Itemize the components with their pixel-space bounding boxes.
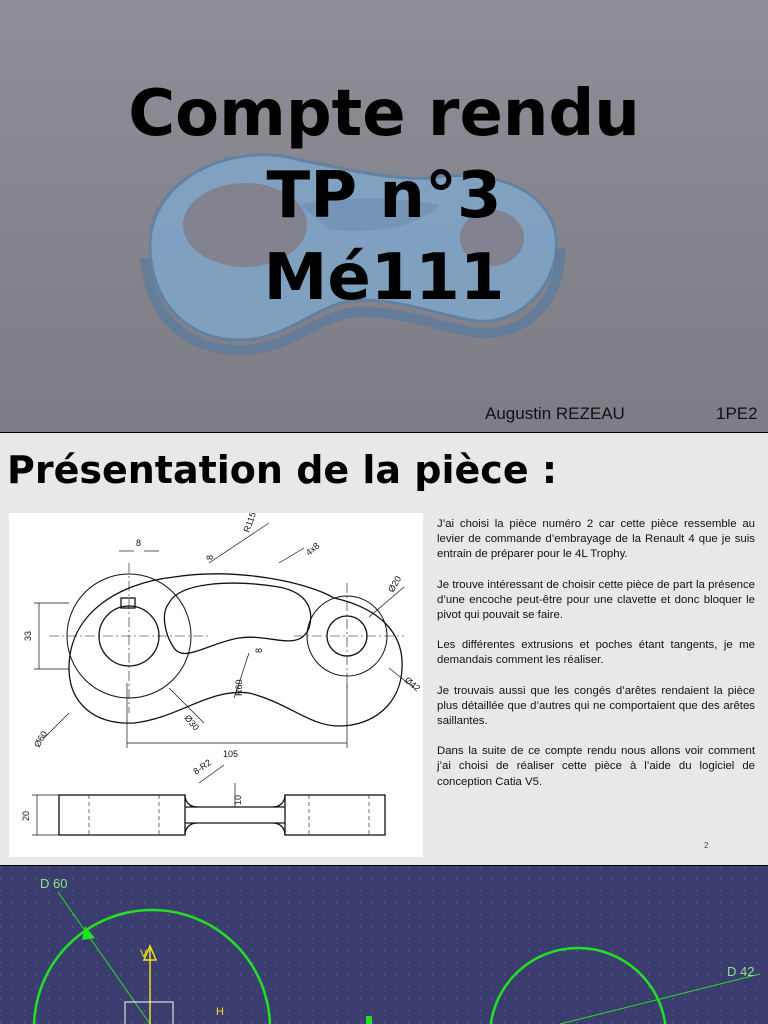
- dim-fillet-4x8: 4x8: [303, 540, 322, 558]
- label-d60: D 60: [40, 876, 68, 891]
- paragraph-3: Les différentes extrusions et poches étant tangents, je me demandais comment les réaliser.: [437, 639, 755, 667]
- dim-d42: Ø42: [402, 674, 423, 694]
- dim-8-mid: 8: [205, 554, 215, 560]
- dim-105: 105: [223, 749, 239, 759]
- slide-number: 2: [704, 841, 709, 850]
- title-slide: [0, 0, 768, 432]
- technical-drawing: [9, 513, 423, 857]
- dim-8-r2: 8-R2: [191, 757, 214, 777]
- dim-r115: R115: [241, 513, 259, 534]
- description-text: [437, 517, 755, 805]
- dim-d20: Ø20: [386, 574, 404, 594]
- title-line-3: Mé111: [263, 241, 505, 315]
- dim-d60: Ø60: [32, 729, 50, 749]
- dim-d30: Ø30: [182, 712, 202, 733]
- cad-sketch-slide: [0, 866, 768, 1024]
- label-d42: D 42: [727, 964, 755, 979]
- dim-10: 10: [233, 794, 243, 805]
- paragraph-2: Je trouve intéressant de choisir cette pièce de part la présence d’une encoche peut-être pour une clavette et donc bloquer le pivot qui pouvait se faire.: [437, 578, 755, 622]
- title-line-1: Compte rendu: [128, 77, 640, 151]
- paragraph-1: J’ai choisi la pièce numéro 2 car cette pièce ressemble au levier de commande d’embrayage de la Renault 4 que je suis entrain de préparer pour le 4L Trophy.: [437, 518, 755, 561]
- dim-8-right: 8: [254, 647, 264, 653]
- slide-title: Présentation de la pièce :: [7, 448, 558, 492]
- author-name: Augustin REZEAU: [485, 404, 625, 423]
- label-v-axis: V: [140, 948, 148, 960]
- group-code: 1PE2: [716, 404, 758, 423]
- paragraph-4: Je trouvais aussi que les congés d’arêtes rendaient la pièce plus détaillée que d’autres qui ne comportaient que des arêtes saillantes.: [437, 684, 755, 728]
- cad-sketch-canvas: [0, 866, 768, 1024]
- dim-8-top: 8: [136, 538, 142, 548]
- title-line-2: TP n°3: [266, 159, 502, 233]
- dim-20-side: 20: [21, 810, 31, 821]
- paragraph-5: Dans la suite de ce compte rendu nous allons voir comment j’ai choisi de réaliser cette pièce à l’aide du logiciel de conception Catia V5.: [437, 745, 755, 788]
- label-h-axis: H: [216, 1006, 224, 1018]
- dim-r60: R60: [234, 679, 244, 696]
- presentation-slide: [0, 433, 768, 865]
- dim-33: 33: [23, 630, 33, 641]
- technical-drawing-svg: [9, 513, 423, 857]
- constraint-icon: [366, 1016, 372, 1024]
